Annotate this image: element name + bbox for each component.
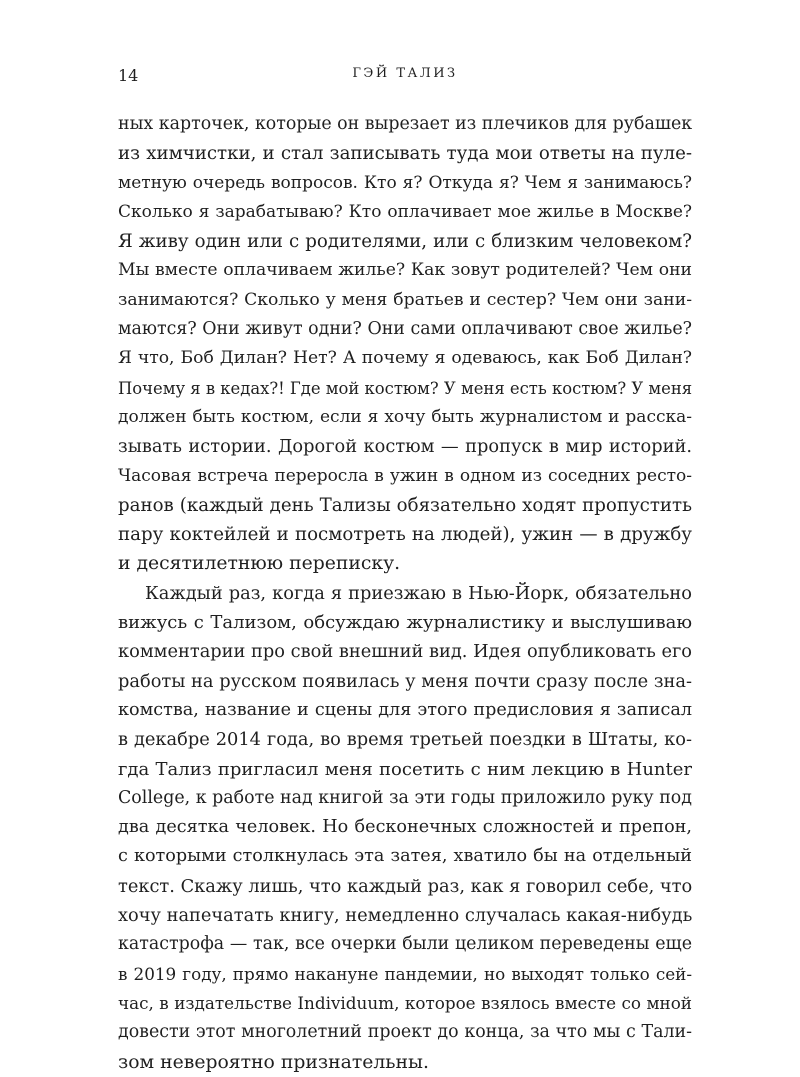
- text-line: из химчистки, и стал записывать туда мои ответы на пуле-: [118, 143, 692, 165]
- text-line: с которыми столкнулась эта затея, хватило бы на отдельный: [118, 846, 692, 867]
- text-line: довести этот многолетний проект до конца, за что мы с Тали-: [118, 1022, 692, 1043]
- paragraph-first-line: Каждый раз, когда я приезжаю в Нью-Йорк, обязательно: [145, 582, 692, 604]
- text-line: Сколько я зарабатываю? Кто оплачивает мое жилье в Москве?: [118, 201, 692, 222]
- text-line: College, к работе над книгой за эти годы приложило руку под: [118, 787, 692, 808]
- text-line: комства, название и сцены для этого предисловия я записал: [118, 699, 692, 720]
- text-line: Я живу один или с родителями, или с близким человеком?: [118, 231, 692, 253]
- paragraph-end-line: и десятилетнюю переписку.: [118, 553, 401, 575]
- text-line: текст. Скажу лишь, что каждый раз, как я говорил себе, что: [118, 875, 693, 897]
- text-line: гда Тализ пригласил меня посетить с ним лекцию в Hunter: [118, 758, 692, 780]
- page-number: 14: [118, 66, 139, 85]
- text-line: зывать истории. Дорогой костюм — пропуск в мир историй.: [118, 436, 692, 458]
- text-line: вижусь с Тализом, обсуждаю журналистику и выслушиваю: [118, 612, 692, 634]
- text-line: в 2019 году, прямо накануне пандемии, но выходят только сей-: [118, 963, 692, 984]
- text-line: работы на русском появилась у меня почти сразу после зна-: [118, 670, 692, 692]
- text-line: должен быть костюм, если я хочу быть журналистом и расска-: [118, 406, 692, 427]
- text-line: Почему я в кедах?! Где мой костюм? У меня есть костюм? У меня: [118, 378, 693, 398]
- text-line: катастрофа — так, все очерки были целиком переведены еще: [118, 934, 692, 955]
- text-line: в декабре 2014 года, во время третьей поездки в Штаты, ко-: [118, 729, 692, 751]
- text-line: Я что, Боб Дилан? Нет? А почему я одеваюсь, как Боб Дилан?: [118, 348, 692, 369]
- text-line: два десятка человек. Но бесконечных сложностей и препон,: [118, 817, 692, 838]
- text-line: хочу напечатать книгу, немедленно случалась какая-нибудь: [118, 905, 693, 927]
- text-line: занимаются? Сколько у меня братьев и сестер? Чем они зани-: [118, 289, 692, 310]
- text-line: Часовая встреча переросла в ужин в одном из соседних ресто-: [118, 465, 692, 486]
- text-line: маются? Они живут одни? Они сами оплачивают свое жилье?: [118, 319, 692, 340]
- text-line: Мы вместе оплачиваем жилье? Как зовут родителей? Чем они: [118, 260, 692, 281]
- text-line: пару коктейлей и посмотреть на людей), ужин — в дружбу: [118, 524, 692, 546]
- paragraph-end-line: зом невероятно признательны.: [118, 1051, 429, 1073]
- running-head-author: ГЭЙ ТАЛИЗ: [352, 66, 458, 81]
- body-text: [118, 110, 692, 1077]
- text-line: метную очередь вопросов. Кто я? Откуда я? Чем я занимаюсь?: [118, 172, 692, 193]
- text-line: ных карточек, которые он вырезает из плечиков для рубашек: [118, 114, 693, 134]
- text-line: комментарии про свой внешний вид. Идея опубликовать его: [118, 641, 692, 663]
- running-head: [118, 66, 692, 86]
- text-line: ранов (каждый день Тализы обязательно ходят пропустить: [118, 494, 692, 516]
- text-line: час, в издательстве Individuum, которое взялось вместе со мной: [118, 992, 692, 1013]
